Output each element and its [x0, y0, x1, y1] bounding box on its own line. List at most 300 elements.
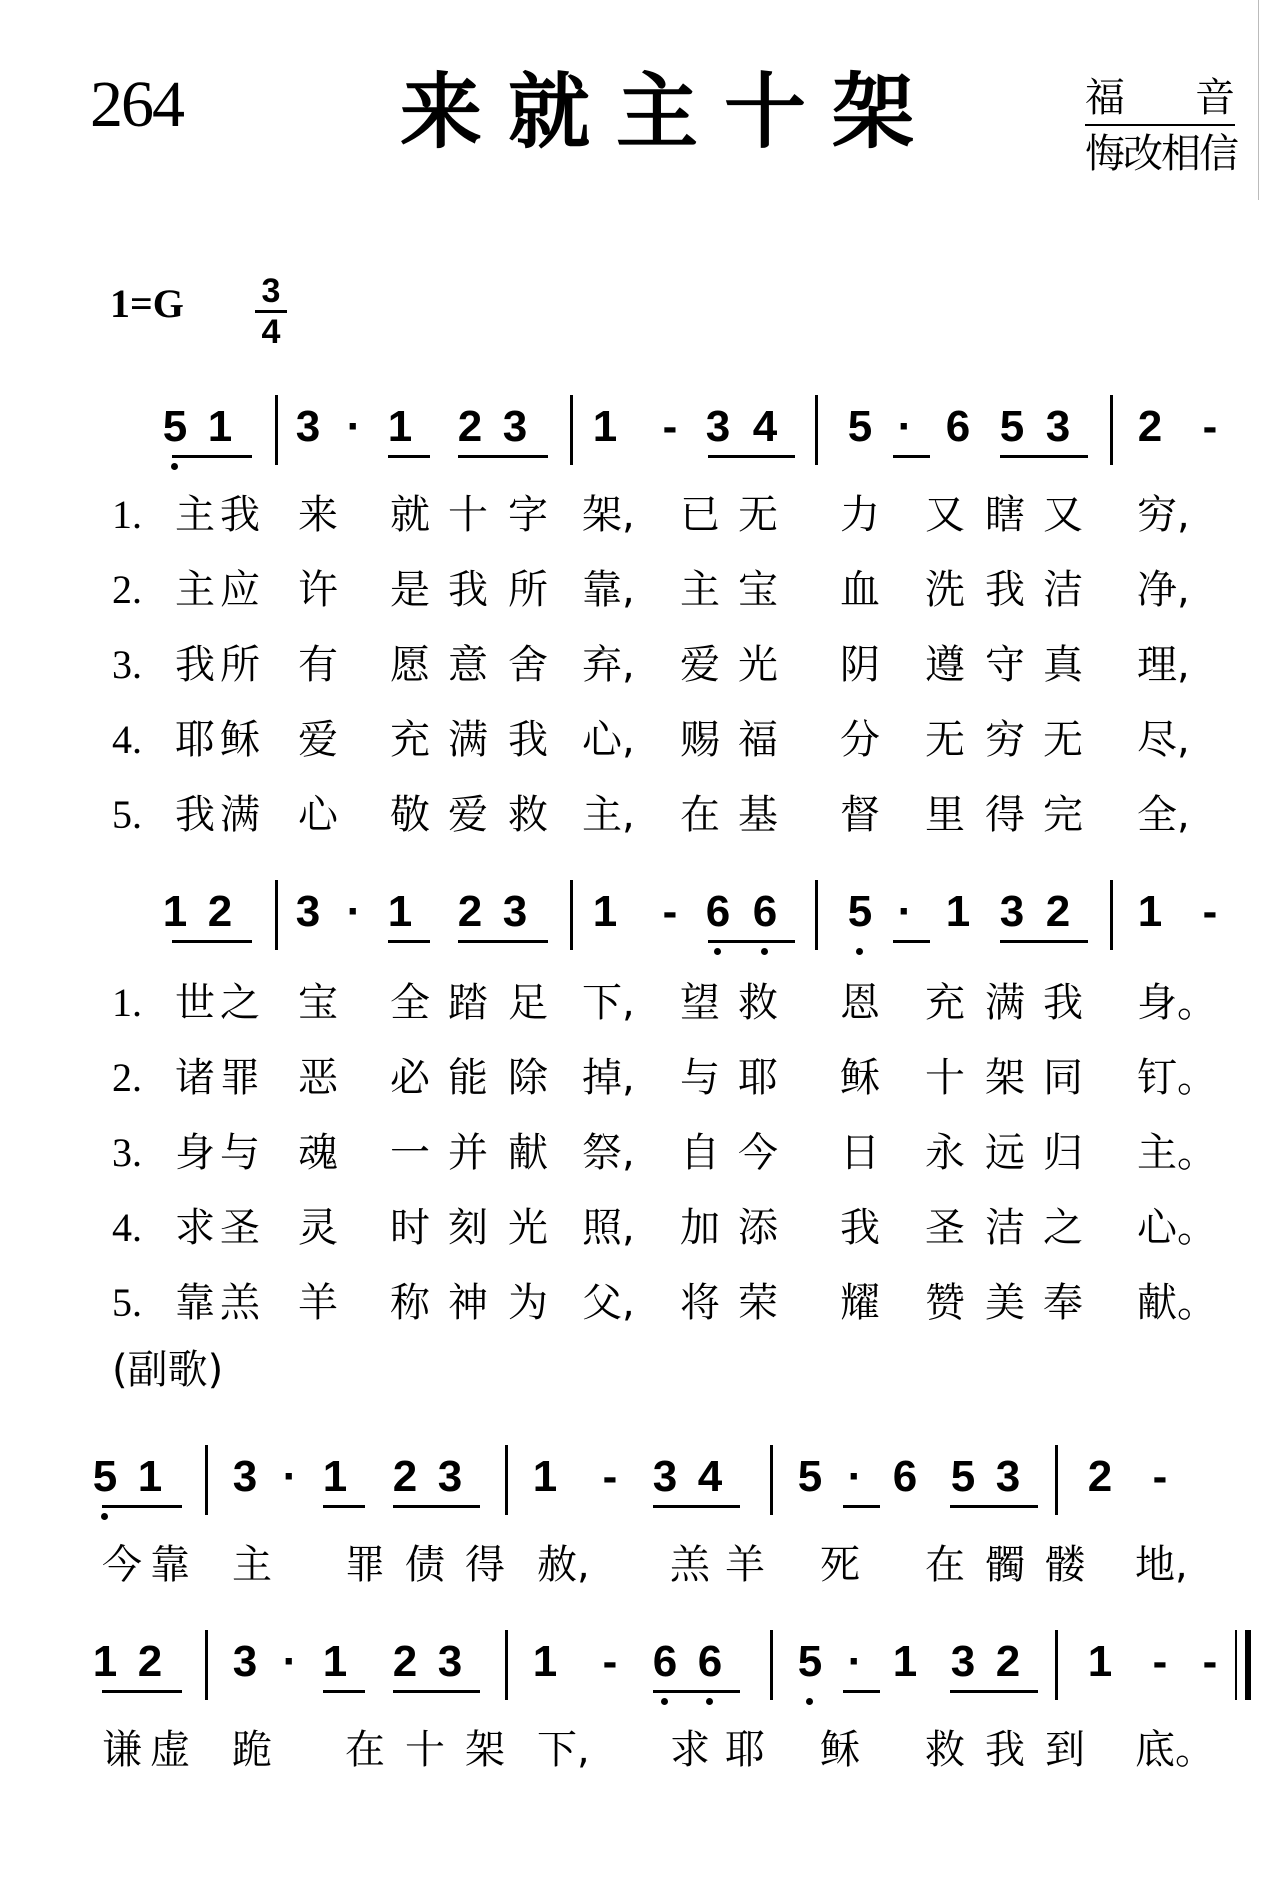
source-char-1: 福	[1085, 75, 1125, 121]
lyric-syllable: 十	[925, 1055, 965, 1101]
time-signature	[255, 274, 287, 349]
lyric-syllable: 瞎	[985, 492, 1025, 538]
lyric-syllable: 除	[508, 1055, 548, 1101]
barline	[570, 880, 573, 950]
beat-underline	[893, 455, 930, 458]
beat-underline	[458, 455, 548, 458]
lyric-syllable: 罪	[345, 1542, 385, 1588]
lyric-syllable: 今	[738, 1130, 778, 1176]
lyric-syllable: 得	[465, 1542, 505, 1588]
note: 1	[322, 1452, 348, 1501]
lyric-syllable: 同	[1043, 1055, 1083, 1101]
lyric-syllable: 之	[1043, 1205, 1083, 1251]
barline	[205, 1630, 208, 1700]
verse-number: 4.	[112, 1205, 142, 1250]
music-row	[0, 1452, 1280, 1515]
lyric-syllable: 必	[390, 1055, 430, 1101]
lyric-syllable: 充	[390, 717, 430, 763]
verse-number: 4.	[112, 717, 142, 762]
lyric-syllable: 理,	[1137, 642, 1190, 688]
lyric-syllable: 架	[985, 1055, 1025, 1101]
note: 1	[387, 887, 413, 936]
beat-underline	[172, 455, 252, 458]
lyric-syllable: 与	[680, 1055, 720, 1101]
lyric-syllable: 地,	[1135, 1542, 1188, 1588]
lyric-syllable: 诸	[175, 1055, 215, 1101]
lyric-syllable: 羊	[298, 1280, 338, 1326]
lyric-syllable: 里	[925, 792, 965, 838]
lyric-syllable: 为	[508, 1280, 548, 1326]
dotted-rhythm-dot: ·	[282, 1452, 298, 1501]
chorus-line	[0, 1542, 1280, 1595]
lyric-syllable: 福	[738, 717, 778, 763]
lyric-syllable: 主	[175, 492, 215, 538]
lyric-syllable: 敬	[390, 792, 430, 838]
lyric-syllable: 债	[405, 1542, 445, 1588]
note: 5	[160, 405, 190, 449]
lyric-syllable: 圣	[220, 1205, 260, 1251]
barline	[770, 1445, 773, 1515]
lyric-syllable: 十	[405, 1727, 445, 1773]
lyric-syllable: 灵	[298, 1205, 338, 1251]
verse-line	[0, 1205, 1280, 1258]
lyric-syllable: 在	[925, 1542, 965, 1588]
lyric-syllable: 髅	[1045, 1542, 1085, 1588]
lyric-syllable: 主	[175, 567, 215, 613]
lyric-syllable: 死	[820, 1542, 860, 1588]
note: 1	[945, 887, 971, 936]
lyric-syllable: 来	[298, 492, 338, 538]
lyric-syllable: 尽,	[1137, 717, 1190, 763]
note: 1	[592, 887, 618, 936]
lyric-syllable: 刻	[448, 1205, 488, 1251]
verse-line	[0, 1130, 1280, 1183]
beat-underline	[323, 1505, 365, 1508]
key-signature: 1=G	[110, 281, 184, 326]
dotted-rhythm-dot: ·	[282, 1637, 298, 1686]
note: 3	[437, 1452, 463, 1501]
note: 1	[322, 1637, 348, 1686]
beat-underline	[843, 1690, 880, 1693]
hold-dash: -	[662, 887, 678, 936]
time-sig-top: 3	[261, 272, 281, 310]
lyric-syllable: 心,	[582, 717, 635, 763]
lyric-syllable: 父,	[582, 1280, 635, 1326]
barline	[275, 395, 278, 465]
lyric-syllable: 下,	[582, 980, 635, 1026]
octave-dot-below	[661, 1698, 668, 1705]
lyric-syllable: 是	[390, 567, 430, 613]
beat-underline	[393, 1690, 480, 1693]
lyric-syllable: 靠	[150, 1542, 190, 1588]
hold-dash: -	[1202, 402, 1218, 451]
note: 5	[90, 1455, 120, 1499]
verse-number: 1.	[112, 492, 142, 537]
lyric-syllable: 无	[925, 717, 965, 763]
lyric-syllable: 净,	[1137, 567, 1190, 613]
lyric-syllable: 我	[220, 492, 260, 538]
lyric-syllable: 救	[925, 1727, 965, 1773]
lyric-syllable: 救	[508, 792, 548, 838]
beat-underline	[843, 1505, 880, 1508]
lyric-syllable: 身。	[1137, 980, 1217, 1026]
note: 3	[705, 402, 731, 451]
lyric-syllable: 荣	[738, 1280, 778, 1326]
lyric-syllable: 宝	[298, 980, 338, 1026]
note: 1	[207, 402, 233, 451]
lyric-syllable: 无	[1043, 717, 1083, 763]
hold-dash: -	[602, 1452, 618, 1501]
source-label	[1085, 75, 1235, 126]
note: 3	[950, 1637, 976, 1686]
lyric-syllable: 与	[220, 1130, 260, 1176]
lyric-syllable: 日	[840, 1130, 880, 1176]
note: 6	[650, 1640, 680, 1684]
note: 3	[232, 1637, 258, 1686]
beat-underline	[388, 455, 430, 458]
lyric-syllable: 救	[738, 980, 778, 1026]
hold-dash: -	[1152, 1637, 1168, 1686]
verse-number: 5.	[112, 792, 142, 837]
barline	[1055, 1630, 1058, 1700]
beat-underline	[653, 1505, 740, 1508]
beat-underline	[323, 1690, 365, 1693]
note: 3	[232, 1452, 258, 1501]
hold-dash: -	[1202, 1637, 1218, 1686]
note: 5	[797, 1452, 823, 1501]
lyric-syllable: 完	[1043, 792, 1083, 838]
note: 5	[795, 1640, 825, 1684]
note: 6	[750, 890, 780, 934]
lyric-syllable: 满	[220, 792, 260, 838]
octave-dot-below	[101, 1513, 108, 1520]
lyric-syllable: 添	[738, 1205, 778, 1251]
lyric-syllable: 美	[985, 1280, 1025, 1326]
lyric-syllable: 应	[220, 567, 260, 613]
beat-underline	[950, 1505, 1038, 1508]
page-edge-tick	[1258, 0, 1259, 200]
lyric-syllable: 到	[1045, 1727, 1085, 1773]
note: 2	[1087, 1452, 1113, 1501]
beat-underline	[893, 940, 930, 943]
note: 3	[995, 1452, 1021, 1501]
verse-number: 2.	[112, 567, 142, 612]
lyric-syllable: 献。	[1137, 1280, 1217, 1326]
lyric-syllable: 舍	[508, 642, 548, 688]
beat-underline	[1000, 940, 1088, 943]
lyric-syllable: 血	[840, 567, 880, 613]
lyric-syllable: 遵	[925, 642, 965, 688]
lyric-syllable: 许	[298, 567, 338, 613]
note: 2	[1137, 402, 1163, 451]
hold-dash: -	[1202, 887, 1218, 936]
note: 4	[697, 1452, 723, 1501]
lyric-syllable: 求	[175, 1205, 215, 1251]
lyric-syllable: 在	[680, 792, 720, 838]
lyric-syllable: 无	[738, 492, 778, 538]
note: 6	[695, 1640, 725, 1684]
lyric-syllable: 耶	[738, 1055, 778, 1101]
lyric-syllable: 耀	[840, 1280, 880, 1326]
credit-label: 悔改相信	[1085, 131, 1237, 177]
lyric-syllable: 所	[508, 567, 548, 613]
lyric-syllable: 耶	[725, 1727, 765, 1773]
lyric-syllable: 赦,	[537, 1542, 590, 1588]
lyric-syllable: 圣	[925, 1205, 965, 1251]
lyric-syllable: 靠	[175, 1280, 215, 1326]
lyric-syllable: 在	[345, 1727, 385, 1773]
lyric-syllable: 髑	[985, 1542, 1025, 1588]
lyric-syllable: 能	[448, 1055, 488, 1101]
octave-dot-below	[171, 463, 178, 470]
lyric-syllable: 得	[985, 792, 1025, 838]
lyric-syllable: 奉	[1043, 1280, 1083, 1326]
beat-underline	[458, 940, 548, 943]
note: 1	[137, 1452, 163, 1501]
lyric-syllable: 爱	[680, 642, 720, 688]
lyric-syllable: 洁	[1043, 567, 1083, 613]
barline	[275, 880, 278, 950]
verse-number: 3.	[112, 1130, 142, 1175]
verse-number: 2.	[112, 1055, 142, 1100]
lyric-syllable: 归	[1043, 1130, 1083, 1176]
octave-dot-below	[714, 948, 721, 955]
note: 1	[892, 1637, 918, 1686]
note: 3	[502, 887, 528, 936]
lyric-syllable: 神	[448, 1280, 488, 1326]
lyric-syllable: 又	[925, 492, 965, 538]
lyric-syllable: 宝	[738, 567, 778, 613]
hold-dash: -	[662, 402, 678, 451]
hold-dash: -	[1152, 1452, 1168, 1501]
verse-line	[0, 1055, 1280, 1108]
dotted-rhythm-dot: ·	[897, 887, 913, 936]
verse-number: 5.	[112, 1280, 142, 1325]
note: 2	[207, 887, 233, 936]
lyric-syllable: 主,	[582, 792, 635, 838]
lyric-syllable: 今	[102, 1542, 142, 1588]
beat-underline	[1000, 455, 1088, 458]
lyric-syllable: 心	[298, 792, 338, 838]
note: 1	[387, 402, 413, 451]
verse-line	[0, 1280, 1280, 1333]
beat-underline	[950, 1690, 1038, 1693]
lyric-syllable: 罪	[220, 1055, 260, 1101]
lyric-syllable: 力	[840, 492, 880, 538]
lyric-syllable: 稣	[220, 717, 260, 763]
lyric-syllable: 求	[670, 1727, 710, 1773]
verse-line	[0, 642, 1280, 695]
lyric-syllable: 照,	[582, 1205, 635, 1251]
note: 3	[437, 1637, 463, 1686]
lyric-syllable: 魂	[298, 1130, 338, 1176]
lyric-syllable: 充	[925, 980, 965, 1026]
lyric-syllable: 全	[390, 980, 430, 1026]
lyric-syllable: 钉。	[1137, 1055, 1217, 1101]
lyric-syllable: 称	[390, 1280, 430, 1326]
note: 3	[1045, 402, 1071, 451]
note: 5	[999, 402, 1025, 451]
lyric-syllable: 满	[448, 717, 488, 763]
verse-number: 1.	[112, 980, 142, 1025]
note: 1	[1087, 1637, 1113, 1686]
octave-dot-below	[856, 948, 863, 955]
lyric-syllable: 架,	[582, 492, 635, 538]
lyric-syllable: 字	[508, 492, 548, 538]
beat-underline	[393, 1505, 480, 1508]
note: 2	[457, 402, 483, 451]
lyric-syllable: 主	[680, 567, 720, 613]
lyric-syllable: 满	[985, 980, 1025, 1026]
note: 5	[950, 1452, 976, 1501]
lyric-syllable: 自	[680, 1130, 720, 1176]
lyric-syllable: 弃,	[582, 642, 635, 688]
lyric-syllable: 虚	[150, 1727, 190, 1773]
lyric-syllable: 全,	[1137, 792, 1190, 838]
lyric-syllable: 心。	[1137, 1205, 1217, 1251]
beat-underline	[653, 1690, 740, 1693]
lyric-syllable: 足	[508, 980, 548, 1026]
verse-line	[0, 792, 1280, 845]
lyric-syllable: 爱	[448, 792, 488, 838]
verse-line	[0, 717, 1280, 770]
music-row	[0, 887, 1280, 950]
note: 1	[162, 887, 188, 936]
time-sig-bottom: 4	[261, 313, 281, 351]
note: 5	[845, 890, 875, 934]
note: 2	[137, 1637, 163, 1686]
lyric-syllable: 谦	[102, 1727, 142, 1773]
lyric-syllable: 我	[175, 792, 215, 838]
lyric-syllable: 加	[680, 1205, 720, 1251]
lyric-syllable: 我	[985, 567, 1025, 613]
verse-line	[0, 492, 1280, 545]
lyric-syllable: 洁	[985, 1205, 1025, 1251]
chorus-line	[0, 1727, 1280, 1780]
lyric-syllable: 我	[508, 717, 548, 763]
barline	[1110, 395, 1113, 465]
beat-underline	[172, 940, 252, 943]
lyric-syllable: 祭,	[582, 1130, 635, 1176]
lyric-syllable: 我	[1043, 980, 1083, 1026]
beat-underline	[708, 940, 795, 943]
lyric-syllable: 督	[840, 792, 880, 838]
lyric-syllable: 恶	[298, 1055, 338, 1101]
note: 3	[652, 1452, 678, 1501]
lyric-syllable: 望	[680, 980, 720, 1026]
barline	[570, 395, 573, 465]
lyric-syllable: 已	[680, 492, 720, 538]
note: 2	[392, 1637, 418, 1686]
barline	[505, 1630, 508, 1700]
music-row	[0, 402, 1280, 465]
lyric-syllable: 时	[390, 1205, 430, 1251]
note: 3	[295, 887, 321, 936]
source-credit	[1085, 75, 1237, 177]
note: 3	[502, 402, 528, 451]
lyric-syllable: 羊	[725, 1542, 765, 1588]
dotted-rhythm-dot: ·	[847, 1637, 863, 1686]
lyric-syllable: 愿	[390, 642, 430, 688]
note: 1	[92, 1637, 118, 1686]
note: 1	[1137, 887, 1163, 936]
note: 6	[703, 890, 733, 934]
lyric-syllable: 永	[925, 1130, 965, 1176]
note: 6	[945, 402, 971, 451]
lyric-syllable: 世	[175, 980, 215, 1026]
lyric-syllable: 就	[390, 492, 430, 538]
verse-line	[0, 567, 1280, 620]
lyric-syllable: 掉,	[582, 1055, 635, 1101]
dotted-rhythm-dot: ·	[847, 1452, 863, 1501]
dotted-rhythm-dot: ·	[346, 887, 362, 936]
barline	[1110, 880, 1113, 950]
lyric-syllable: 意	[448, 642, 488, 688]
barline	[1055, 1445, 1058, 1515]
lyric-syllable: 赞	[925, 1280, 965, 1326]
lyric-syllable: 耶	[175, 717, 215, 763]
barline	[815, 880, 818, 950]
lyric-syllable: 下,	[537, 1727, 590, 1773]
lyric-syllable: 守	[985, 642, 1025, 688]
lyric-syllable: 底。	[1135, 1727, 1215, 1773]
note: 3	[295, 402, 321, 451]
note: 2	[392, 1452, 418, 1501]
lyric-syllable: 一	[390, 1130, 430, 1176]
lyric-syllable: 穷	[985, 717, 1025, 763]
note: 2	[457, 887, 483, 936]
dotted-rhythm-dot: ·	[897, 402, 913, 451]
hymn-title: 来就主十架	[400, 65, 941, 160]
note: 3	[999, 887, 1025, 936]
lyric-syllable: 十	[448, 492, 488, 538]
dotted-rhythm-dot: ·	[346, 402, 362, 451]
final-barline-thin	[1235, 1630, 1237, 1700]
lyric-syllable: 我	[448, 567, 488, 613]
beat-underline	[102, 1690, 182, 1693]
lyric-syllable: 我	[840, 1205, 880, 1251]
barline	[770, 1630, 773, 1700]
note: 2	[1045, 887, 1071, 936]
lyric-syllable: 基	[738, 792, 778, 838]
hymn-number: 264	[90, 68, 183, 141]
note: 1	[532, 1452, 558, 1501]
beat-underline	[102, 1505, 182, 1508]
hold-dash: -	[602, 1637, 618, 1686]
lyric-syllable: 靠,	[582, 567, 635, 613]
lyric-syllable: 稣	[840, 1055, 880, 1101]
barline	[815, 395, 818, 465]
note: 4	[752, 402, 778, 451]
lyric-syllable: 光	[738, 642, 778, 688]
lyric-syllable: 分	[840, 717, 880, 763]
lyric-syllable: 光	[508, 1205, 548, 1251]
lyric-syllable: 远	[985, 1130, 1025, 1176]
lyric-syllable: 又	[1043, 492, 1083, 538]
octave-dot-below	[706, 1698, 713, 1705]
lyric-syllable: 我	[175, 642, 215, 688]
lyric-syllable: 真	[1043, 642, 1083, 688]
octave-dot-below	[761, 948, 768, 955]
note: 2	[995, 1637, 1021, 1686]
lyric-syllable: 洗	[925, 567, 965, 613]
chorus-label: (副歌)	[112, 1347, 224, 1393]
music-row	[0, 1637, 1280, 1700]
lyric-syllable: 恩	[840, 980, 880, 1026]
lyric-syllable: 之	[220, 980, 260, 1026]
verse-number: 3.	[112, 642, 142, 687]
lyric-syllable: 稣	[820, 1727, 860, 1773]
